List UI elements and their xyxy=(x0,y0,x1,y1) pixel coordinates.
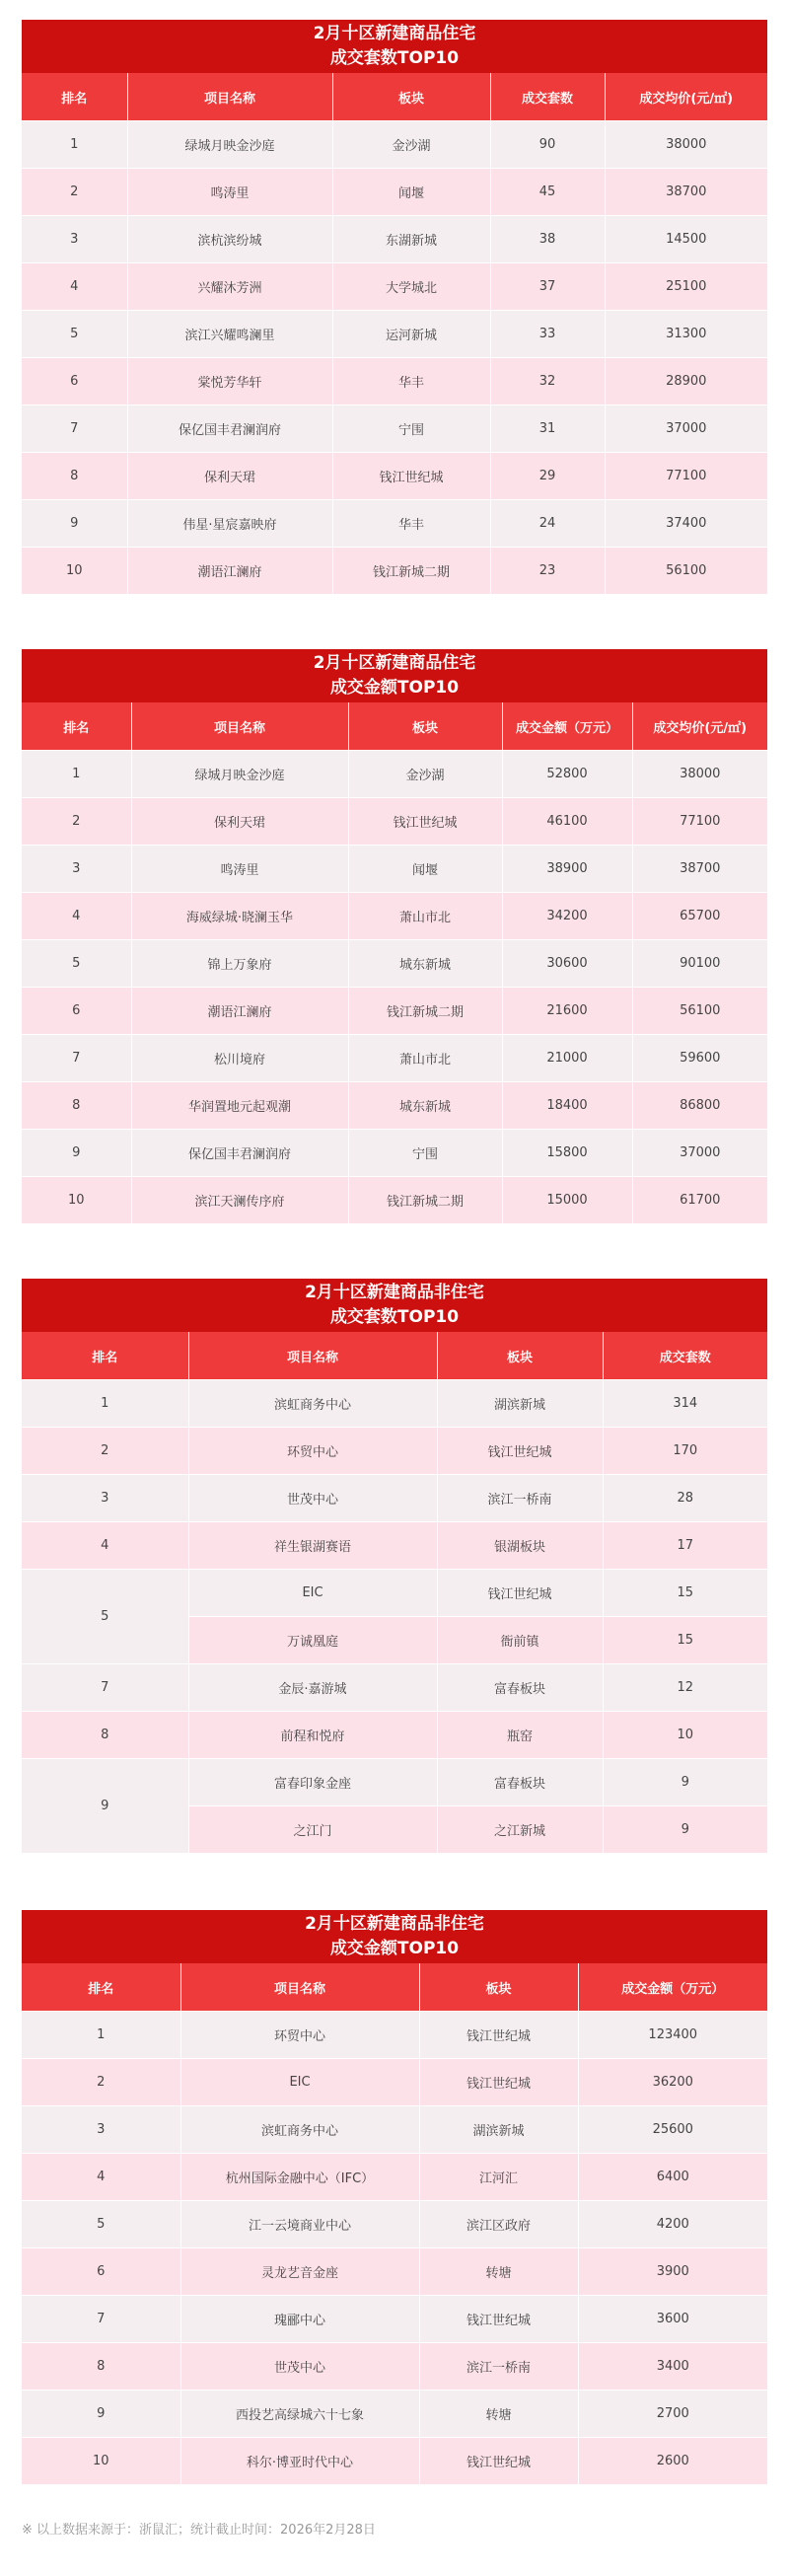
rank-cell: 5 xyxy=(22,940,131,988)
non-residential-amount-top10 xyxy=(22,1910,767,2484)
district-cell: 转塘 xyxy=(419,2248,578,2296)
col-header-district: 板块 xyxy=(437,1332,603,1380)
units-cell: 28 xyxy=(603,1475,767,1522)
avg-price-cell: 37400 xyxy=(605,500,767,548)
table-row xyxy=(22,2201,767,2248)
avg-price-cell: 38000 xyxy=(632,751,767,798)
district-cell: 之江新城 xyxy=(437,1806,603,1854)
project-cell: 之江门 xyxy=(188,1806,437,1854)
units-cell: 38 xyxy=(490,216,605,263)
district-cell: 华丰 xyxy=(332,358,490,405)
units-cell: 90 xyxy=(490,121,605,169)
project-cell: 海威绿城·晓澜玉华 xyxy=(131,893,348,940)
rank-cell: 9 xyxy=(22,2391,180,2438)
table-row xyxy=(22,2391,767,2438)
project-cell: 棠悦芳华轩 xyxy=(127,358,332,405)
rank-cell: 4 xyxy=(22,1522,188,1570)
table-title-line1: 2月十区新建商品非住宅 xyxy=(305,1283,484,1302)
units-cell: 23 xyxy=(490,548,605,595)
col-header-project: 项目名称 xyxy=(188,1332,437,1380)
table-row xyxy=(22,2012,767,2059)
project-cell: 锦上万象府 xyxy=(131,940,348,988)
rank-cell: 3 xyxy=(22,2106,180,2154)
table-title-line1: 2月十区新建商品非住宅 xyxy=(305,1914,484,1934)
table-row xyxy=(22,263,767,311)
table-row xyxy=(22,798,767,846)
rank-cell: 1 xyxy=(22,121,127,169)
district-cell: 钱江世纪城 xyxy=(437,1570,603,1617)
project-cell: 科尔·博亚时代中心 xyxy=(180,2438,419,2485)
data-table xyxy=(22,73,767,594)
district-cell: 滨江一桥南 xyxy=(419,2343,578,2391)
district-cell: 宁围 xyxy=(332,405,490,453)
rank-cell: 6 xyxy=(22,358,127,405)
rank-cell: 3 xyxy=(22,846,131,893)
district-cell: 富春板块 xyxy=(437,1759,603,1806)
project-cell: 灵龙艺音金座 xyxy=(180,2248,419,2296)
project-cell: 松川境府 xyxy=(131,1035,348,1082)
amount-cell: 123400 xyxy=(578,2012,767,2059)
project-cell: 保亿国丰君澜润府 xyxy=(131,1130,348,1177)
table-row xyxy=(22,1759,767,1806)
amount-cell: 46100 xyxy=(502,798,632,846)
rank-cell: 5 xyxy=(22,2201,180,2248)
district-cell: 运河新城 xyxy=(332,311,490,358)
units-cell: 24 xyxy=(490,500,605,548)
units-cell: 314 xyxy=(603,1380,767,1428)
rank-cell: 7 xyxy=(22,2296,180,2343)
district-cell: 闻堰 xyxy=(332,169,490,216)
table-row xyxy=(22,405,767,453)
amount-cell: 18400 xyxy=(502,1082,632,1130)
district-cell: 钱江世纪城 xyxy=(332,453,490,500)
avg-price-cell: 38700 xyxy=(605,169,767,216)
project-cell: 绿城月映金沙庭 xyxy=(127,121,332,169)
district-cell: 钱江新城二期 xyxy=(348,988,502,1035)
district-cell: 钱江世纪城 xyxy=(437,1428,603,1475)
units-cell: 17 xyxy=(603,1522,767,1570)
table-row xyxy=(22,940,767,988)
header-row xyxy=(22,702,767,751)
amount-cell: 3400 xyxy=(578,2343,767,2391)
avg-price-cell: 90100 xyxy=(632,940,767,988)
district-cell: 闻堰 xyxy=(348,846,502,893)
avg-price-cell: 37000 xyxy=(632,1130,767,1177)
avg-price-cell: 38000 xyxy=(605,121,767,169)
district-cell: 江河汇 xyxy=(419,2154,578,2201)
avg-price-cell: 28900 xyxy=(605,358,767,405)
project-cell: 江一云境商业中心 xyxy=(180,2201,419,2248)
project-cell: 滨杭滨纷城 xyxy=(127,216,332,263)
table-title xyxy=(22,1279,767,1332)
district-cell: 湖滨新城 xyxy=(437,1380,603,1428)
col-header-avg-price: 成交均价(元/㎡) xyxy=(605,73,767,121)
table-title xyxy=(22,649,767,702)
project-cell: 滨虹商务中心 xyxy=(180,2106,419,2154)
avg-price-cell: 38700 xyxy=(632,846,767,893)
avg-price-cell: 65700 xyxy=(632,893,767,940)
table-row xyxy=(22,121,767,169)
avg-price-cell: 31300 xyxy=(605,311,767,358)
amount-cell: 34200 xyxy=(502,893,632,940)
rank-cell: 4 xyxy=(22,263,127,311)
district-cell: 衙前镇 xyxy=(437,1617,603,1664)
project-cell: 鸣涛里 xyxy=(127,169,332,216)
table-title-line2: 成交套数TOP10 xyxy=(329,48,460,68)
district-cell: 萧山市北 xyxy=(348,1035,502,1082)
non-residential-units-top10 xyxy=(22,1279,767,1853)
project-cell: EIC xyxy=(180,2059,419,2106)
district-cell: 城东新城 xyxy=(348,1082,502,1130)
district-cell: 富春板块 xyxy=(437,1664,603,1712)
amount-cell: 30600 xyxy=(502,940,632,988)
header-row xyxy=(22,1963,767,2012)
residential-units-top10 xyxy=(22,20,767,594)
district-cell: 华丰 xyxy=(332,500,490,548)
table-row xyxy=(22,1130,767,1177)
col-header-units: 成交套数 xyxy=(490,73,605,121)
project-cell: 杭州国际金融中心（IFC） xyxy=(180,2154,419,2201)
table-row xyxy=(22,1035,767,1082)
header-row xyxy=(22,1332,767,1380)
rank-cell: 1 xyxy=(22,1380,188,1428)
table-row xyxy=(22,1428,767,1475)
district-cell: 钱江新城二期 xyxy=(348,1177,502,1224)
project-cell: 富春印象金座 xyxy=(188,1759,437,1806)
units-cell: 15 xyxy=(603,1570,767,1617)
rank-cell: 7 xyxy=(22,1035,131,1082)
col-header-amount: 成交金额（万元） xyxy=(578,1963,767,2012)
col-header-project: 项目名称 xyxy=(180,1963,419,2012)
units-cell: 37 xyxy=(490,263,605,311)
amount-cell: 25600 xyxy=(578,2106,767,2154)
project-cell: 滨江兴耀鸣澜里 xyxy=(127,311,332,358)
amount-cell: 38900 xyxy=(502,846,632,893)
table-row xyxy=(22,1570,767,1617)
project-cell: EIC xyxy=(188,1570,437,1617)
avg-price-cell: 59600 xyxy=(632,1035,767,1082)
units-cell: 12 xyxy=(603,1664,767,1712)
project-cell: 华润置地元起观潮 xyxy=(131,1082,348,1130)
rank-cell: 6 xyxy=(22,2248,180,2296)
project-cell: 滨江天澜传序府 xyxy=(131,1177,348,1224)
rank-cell: 9 xyxy=(22,500,127,548)
table-title-line1: 2月十区新建商品住宅 xyxy=(313,24,476,43)
table-title-line2: 成交套数TOP10 xyxy=(329,1307,460,1327)
table-row xyxy=(22,311,767,358)
rank-cell: 4 xyxy=(22,893,131,940)
amount-cell: 3600 xyxy=(578,2296,767,2343)
col-header-project: 项目名称 xyxy=(127,73,332,121)
project-cell: 西投艺高绿城六十七象 xyxy=(180,2391,419,2438)
district-cell: 银湖板块 xyxy=(437,1522,603,1570)
units-cell: 10 xyxy=(603,1712,767,1759)
data-table xyxy=(22,1332,767,1853)
table-row xyxy=(22,453,767,500)
table-row xyxy=(22,846,767,893)
district-cell: 转塘 xyxy=(419,2391,578,2438)
avg-price-cell: 77100 xyxy=(632,798,767,846)
project-cell: 绿城月映金沙庭 xyxy=(131,751,348,798)
table-row xyxy=(22,1177,767,1224)
rank-cell: 8 xyxy=(22,2343,180,2391)
project-cell: 前程和悦府 xyxy=(188,1712,437,1759)
units-cell: 9 xyxy=(603,1759,767,1806)
col-header-district: 板块 xyxy=(348,702,502,751)
col-header-rank: 排名 xyxy=(22,1963,180,2012)
table-row xyxy=(22,2248,767,2296)
units-cell: 29 xyxy=(490,453,605,500)
district-cell: 钱江世纪城 xyxy=(419,2059,578,2106)
district-cell: 萧山市北 xyxy=(348,893,502,940)
district-cell: 钱江世纪城 xyxy=(419,2296,578,2343)
table-row xyxy=(22,548,767,595)
col-header-rank: 排名 xyxy=(22,73,127,121)
avg-price-cell: 77100 xyxy=(605,453,767,500)
district-cell: 湖滨新城 xyxy=(419,2106,578,2154)
rank-cell: 8 xyxy=(22,453,127,500)
rank-cell: 4 xyxy=(22,2154,180,2201)
units-cell: 9 xyxy=(603,1806,767,1854)
units-cell: 32 xyxy=(490,358,605,405)
table-row xyxy=(22,893,767,940)
project-cell: 金辰·嘉游城 xyxy=(188,1664,437,1712)
avg-price-cell: 56100 xyxy=(605,548,767,595)
avg-price-cell: 86800 xyxy=(632,1082,767,1130)
rank-cell: 10 xyxy=(22,1177,131,1224)
project-cell: 潮语江澜府 xyxy=(127,548,332,595)
project-cell: 保利天珺 xyxy=(131,798,348,846)
rank-cell: 2 xyxy=(22,1428,188,1475)
col-header-district: 板块 xyxy=(419,1963,578,2012)
rank-cell: 3 xyxy=(22,1475,188,1522)
rank-cell: 6 xyxy=(22,988,131,1035)
col-header-rank: 排名 xyxy=(22,1332,188,1380)
col-header-units: 成交套数 xyxy=(603,1332,767,1380)
table-row xyxy=(22,988,767,1035)
district-cell: 城东新城 xyxy=(348,940,502,988)
table-row xyxy=(22,1712,767,1759)
col-header-avg-price: 成交均价(元/㎡) xyxy=(632,702,767,751)
table-row xyxy=(22,358,767,405)
table-row xyxy=(22,169,767,216)
district-cell: 宁围 xyxy=(348,1130,502,1177)
district-cell: 钱江世纪城 xyxy=(348,798,502,846)
amount-cell: 21600 xyxy=(502,988,632,1035)
district-cell: 滨江区政府 xyxy=(419,2201,578,2248)
table-row xyxy=(22,751,767,798)
rank-cell: 5 xyxy=(22,1570,188,1664)
rank-cell: 8 xyxy=(22,1712,188,1759)
project-cell: 万诚凰庭 xyxy=(188,1617,437,1664)
table-row xyxy=(22,1380,767,1428)
district-cell: 滨江一桥南 xyxy=(437,1475,603,1522)
data-table xyxy=(22,1963,767,2484)
table-row xyxy=(22,1475,767,1522)
project-cell: 瑰郦中心 xyxy=(180,2296,419,2343)
amount-cell: 3900 xyxy=(578,2248,767,2296)
source-footnote: ※ 以上数据来源于：浙鼠汇；统计截止时间：2026年2月28日 xyxy=(22,2523,376,2538)
rank-cell: 8 xyxy=(22,1082,131,1130)
project-cell: 环贸中心 xyxy=(180,2012,419,2059)
col-header-amount: 成交金额（万元） xyxy=(502,702,632,751)
project-cell: 兴耀沐芳洲 xyxy=(127,263,332,311)
avg-price-cell: 56100 xyxy=(632,988,767,1035)
project-cell: 保亿国丰君澜润府 xyxy=(127,405,332,453)
rank-cell: 7 xyxy=(22,405,127,453)
table-row xyxy=(22,500,767,548)
units-cell: 15 xyxy=(603,1617,767,1664)
table-row xyxy=(22,1082,767,1130)
district-cell: 金沙湖 xyxy=(348,751,502,798)
col-header-project: 项目名称 xyxy=(131,702,348,751)
amount-cell: 4200 xyxy=(578,2201,767,2248)
rank-cell: 9 xyxy=(22,1759,188,1854)
project-cell: 保利天珺 xyxy=(127,453,332,500)
rank-cell: 7 xyxy=(22,1664,188,1712)
rank-cell: 2 xyxy=(22,169,127,216)
table-row xyxy=(22,2296,767,2343)
table-row xyxy=(22,216,767,263)
table-row xyxy=(22,2438,767,2485)
district-cell: 瓶窑 xyxy=(437,1712,603,1759)
district-cell: 大学城北 xyxy=(332,263,490,311)
table-row xyxy=(22,2343,767,2391)
data-table xyxy=(22,702,767,1223)
residential-amount-top10 xyxy=(22,649,767,1223)
project-cell: 滨虹商务中心 xyxy=(188,1380,437,1428)
rank-cell: 1 xyxy=(22,751,131,798)
table-title-line2: 成交金额TOP10 xyxy=(329,1939,460,1958)
rank-cell: 2 xyxy=(22,798,131,846)
amount-cell: 36200 xyxy=(578,2059,767,2106)
amount-cell: 21000 xyxy=(502,1035,632,1082)
amount-cell: 15000 xyxy=(502,1177,632,1224)
table-row xyxy=(22,2106,767,2154)
avg-price-cell: 14500 xyxy=(605,216,767,263)
avg-price-cell: 37000 xyxy=(605,405,767,453)
project-cell: 潮语江澜府 xyxy=(131,988,348,1035)
district-cell: 金沙湖 xyxy=(332,121,490,169)
rank-cell: 1 xyxy=(22,2012,180,2059)
district-cell: 钱江新城二期 xyxy=(332,548,490,595)
amount-cell: 15800 xyxy=(502,1130,632,1177)
rank-cell: 10 xyxy=(22,548,127,595)
rank-cell: 10 xyxy=(22,2438,180,2485)
amount-cell: 2700 xyxy=(578,2391,767,2438)
table-title-line2: 成交金额TOP10 xyxy=(329,678,460,698)
table-title-line1: 2月十区新建商品住宅 xyxy=(313,653,476,673)
project-cell: 世茂中心 xyxy=(188,1475,437,1522)
amount-cell: 2600 xyxy=(578,2438,767,2485)
project-cell: 世茂中心 xyxy=(180,2343,419,2391)
table-title xyxy=(22,1910,767,1963)
project-cell: 祥生银湖赛语 xyxy=(188,1522,437,1570)
table-title xyxy=(22,20,767,73)
table-row xyxy=(22,1664,767,1712)
header-row xyxy=(22,73,767,121)
avg-price-cell: 61700 xyxy=(632,1177,767,1224)
table-row xyxy=(22,2154,767,2201)
units-cell: 45 xyxy=(490,169,605,216)
project-cell: 鸣涛里 xyxy=(131,846,348,893)
table-row xyxy=(22,1522,767,1570)
rank-cell: 2 xyxy=(22,2059,180,2106)
district-cell: 钱江世纪城 xyxy=(419,2438,578,2485)
project-cell: 环贸中心 xyxy=(188,1428,437,1475)
col-header-district: 板块 xyxy=(332,73,490,121)
col-header-rank: 排名 xyxy=(22,702,131,751)
amount-cell: 6400 xyxy=(578,2154,767,2201)
units-cell: 33 xyxy=(490,311,605,358)
units-cell: 170 xyxy=(603,1428,767,1475)
rank-cell: 5 xyxy=(22,311,127,358)
project-cell: 伟星·星宸嘉映府 xyxy=(127,500,332,548)
rank-cell: 3 xyxy=(22,216,127,263)
district-cell: 东湖新城 xyxy=(332,216,490,263)
amount-cell: 52800 xyxy=(502,751,632,798)
rank-cell: 9 xyxy=(22,1130,131,1177)
district-cell: 钱江世纪城 xyxy=(419,2012,578,2059)
units-cell: 31 xyxy=(490,405,605,453)
avg-price-cell: 25100 xyxy=(605,263,767,311)
table-row xyxy=(22,2059,767,2106)
